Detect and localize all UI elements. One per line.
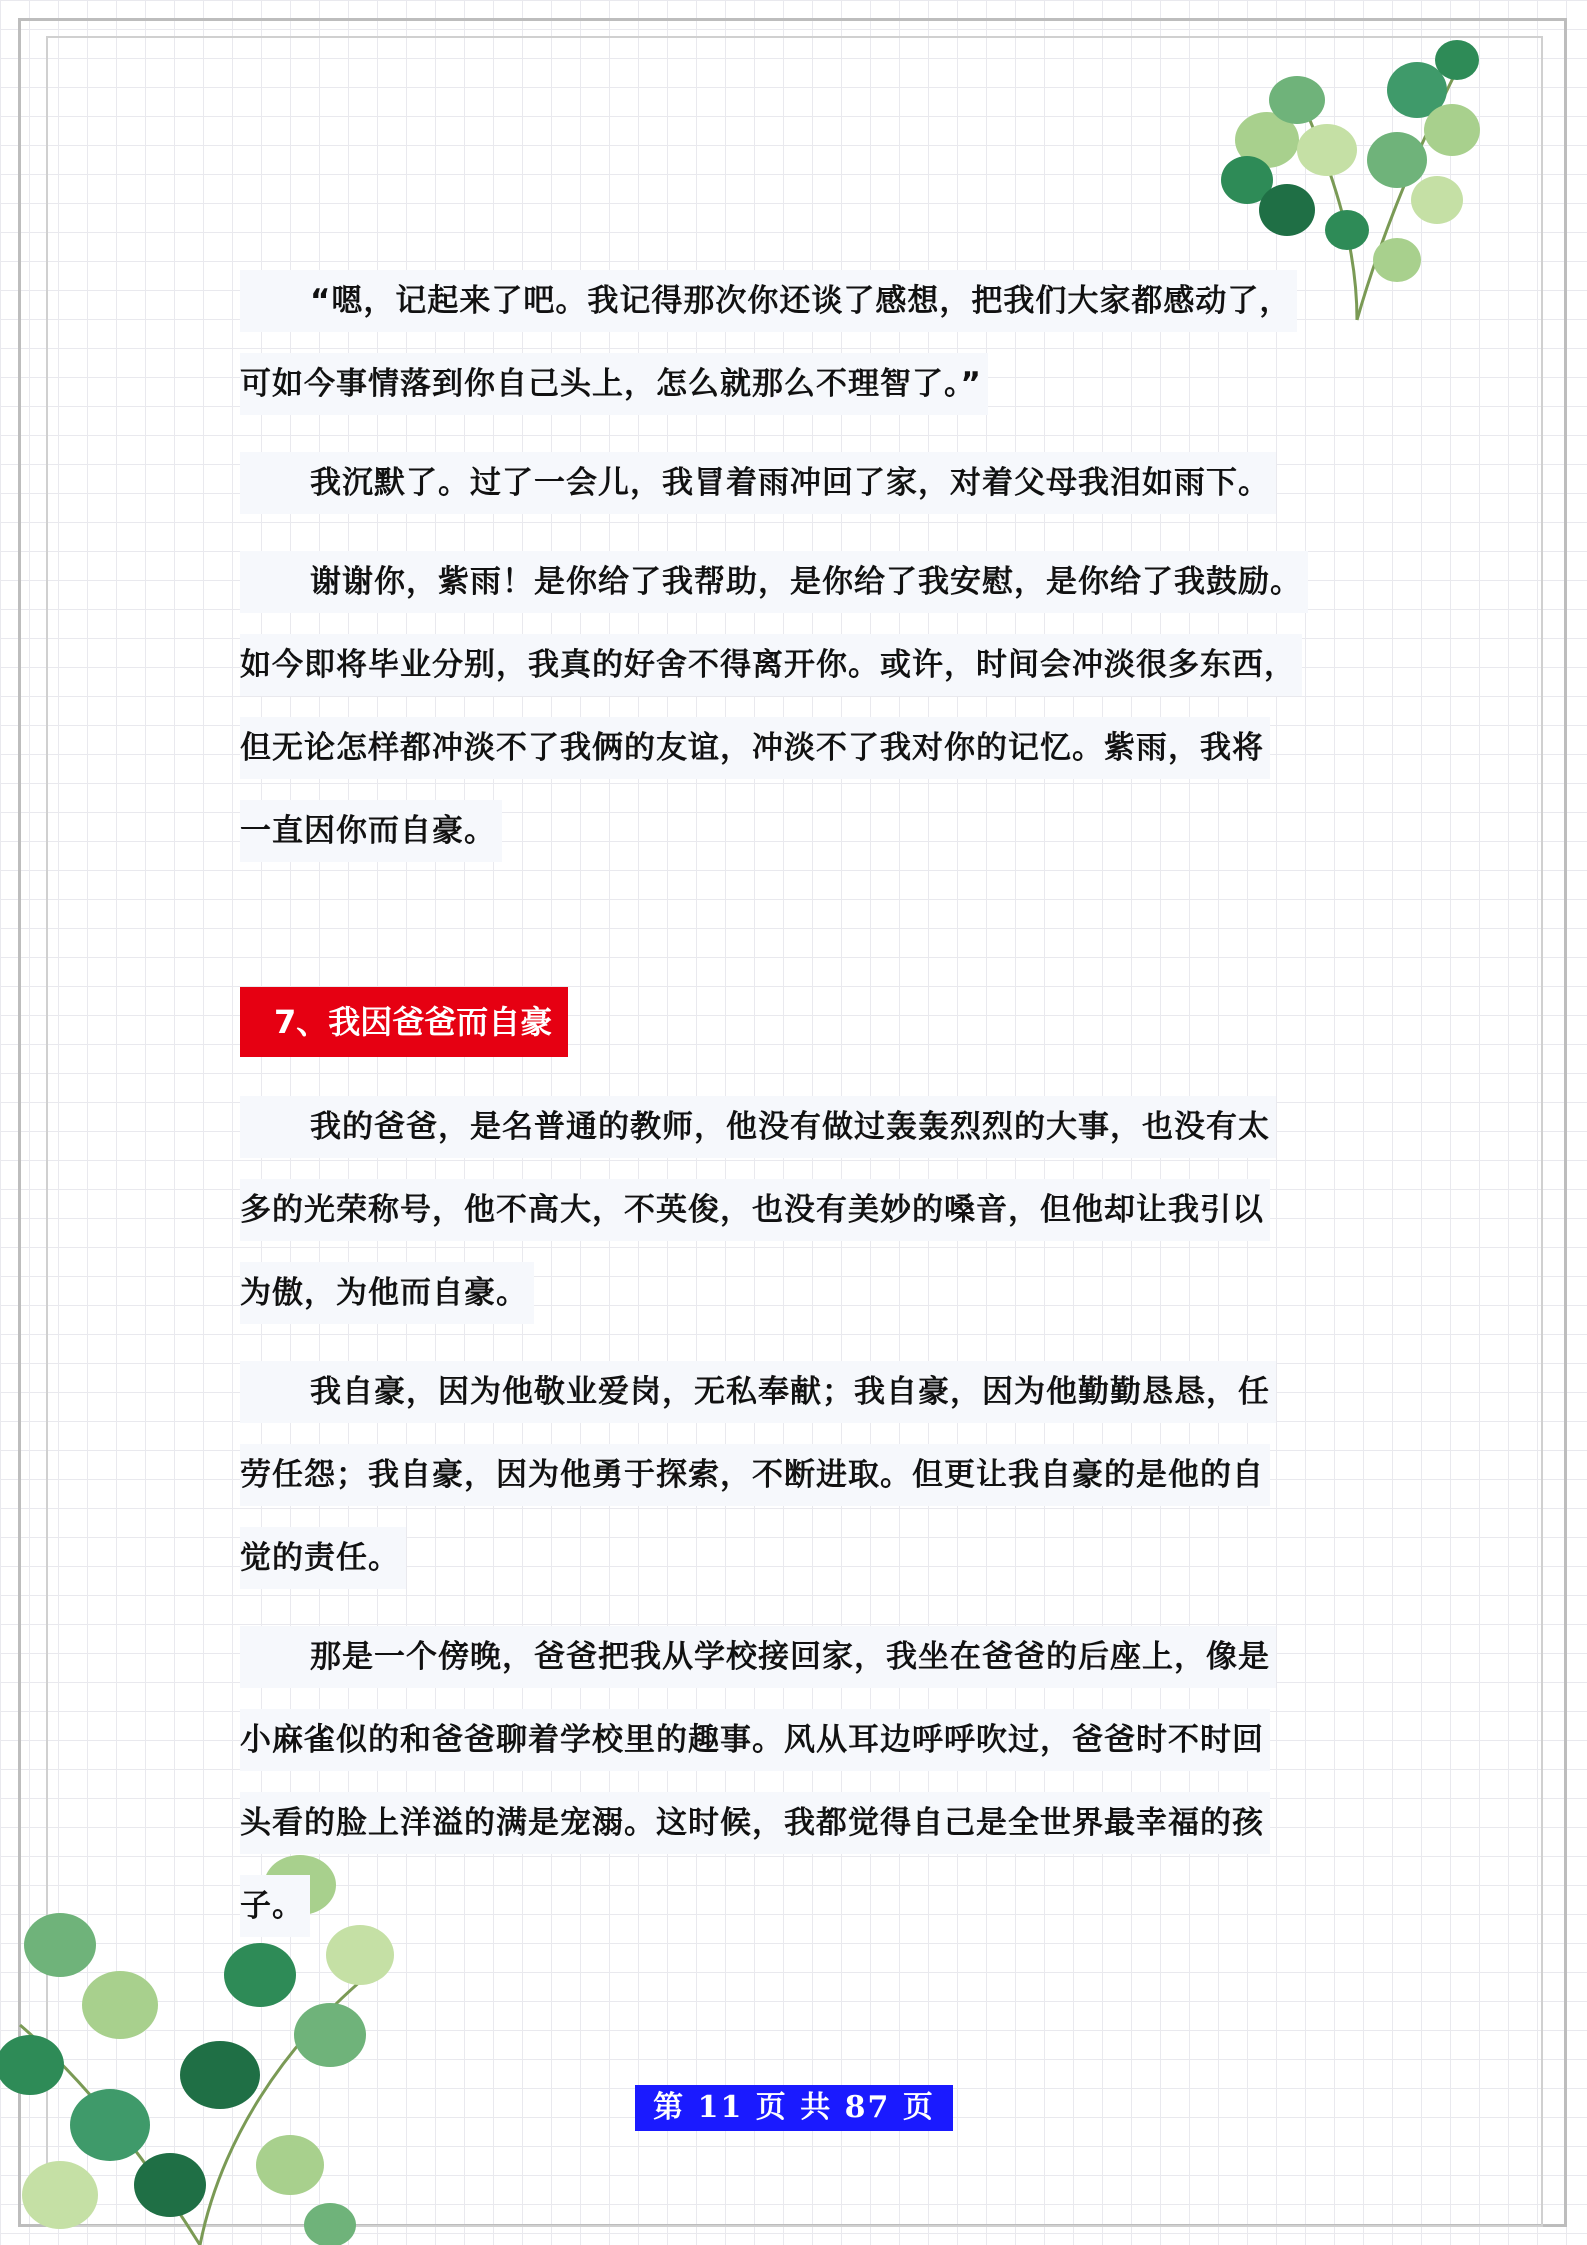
page-number-footer: 第 11 页 共 87 页: [635, 2085, 953, 2131]
text-line: “嗯，记起来了吧。我记得那次你还谈了感想，把我们大家都感动了，: [240, 270, 1350, 353]
text-line: 我沉默了。过了一会儿，我冒着雨冲回了家，对着父母我泪如雨下。: [240, 452, 1350, 535]
text-line: 头看的脸上洋溢的满是宠溺。这时候，我都觉得自己是全世界最幸福的孩: [240, 1792, 1350, 1875]
text-line: 多的光荣称号，他不高大，不英俊，也没有美妙的嗓音，但他却让我引以: [240, 1179, 1350, 1262]
text-line: 一直因你而自豪。: [240, 800, 1350, 883]
text-line: 如今即将毕业分别，我真的好舍不得离开你。或许，时间会冲淡很多东西，: [240, 634, 1350, 717]
text-line: 为傲，为他而自豪。: [240, 1262, 1350, 1345]
text-line: 小麻雀似的和爸爸聊着学校里的趣事。风从耳边呼呼吹过，爸爸时不时回: [240, 1709, 1350, 1792]
text-line: 子。: [240, 1875, 1350, 1958]
article-body-top: [240, 270, 1350, 883]
article-body-bottom: [240, 1096, 1350, 1958]
paragraph: [240, 452, 1350, 535]
text-line: 我的爸爸，是名普通的教师，他没有做过轰轰烈烈的大事，也没有太: [240, 1096, 1350, 1179]
text-line: 那是一个傍晚，爸爸把我从学校接回家，我坐在爸爸的后座上，像是: [240, 1626, 1350, 1709]
text-line: 谢谢你，紫雨！是你给了我帮助，是你给了我安慰，是你给了我鼓励。: [240, 551, 1350, 634]
paragraph: [240, 270, 1350, 436]
text-line: 可如今事情落到你自己头上，怎么就那么不理智了。”: [240, 353, 1350, 436]
paragraph: [240, 1096, 1350, 1345]
text-line: 觉的责任。: [240, 1527, 1350, 1610]
paragraph: [240, 1361, 1350, 1610]
paragraph: [240, 551, 1350, 883]
section-heading: 7、我因爸爸而自豪: [240, 987, 568, 1057]
text-line: 我自豪，因为他敬业爱岗，无私奉献；我自豪，因为他勤勤恳恳，任: [240, 1361, 1350, 1444]
paragraph: [240, 1626, 1350, 1958]
text-line: 但无论怎样都冲淡不了我俩的友谊，冲淡不了我对你的记忆。紫雨，我将: [240, 717, 1350, 800]
text-line: 劳任怨；我自豪，因为他勇于探索，不断进取。但更让我自豪的是他的自: [240, 1444, 1350, 1527]
